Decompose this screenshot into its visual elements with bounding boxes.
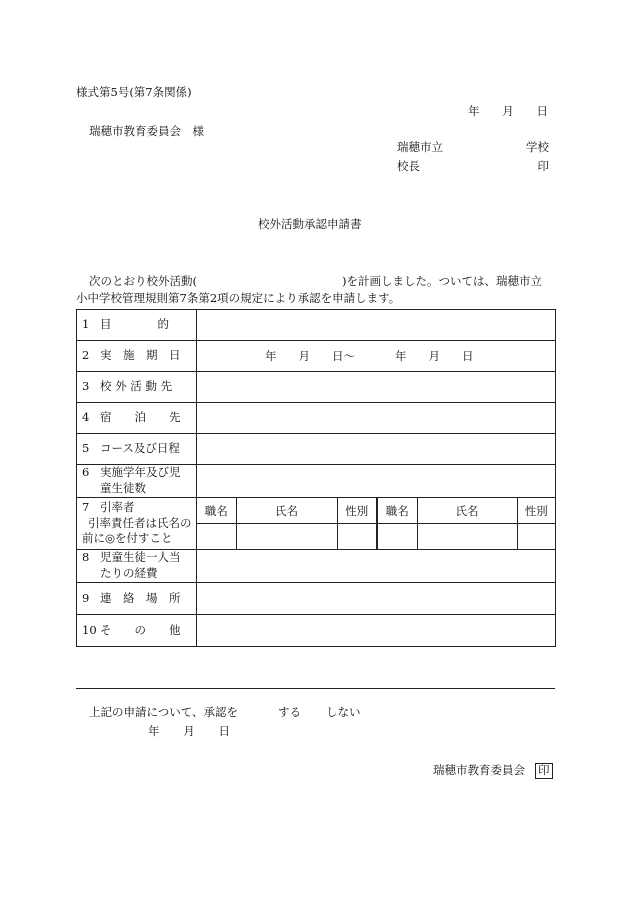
approval-text: 上記の申請について、承認を <box>89 705 239 719</box>
chaperone-cell[interactable] <box>197 524 236 550</box>
cost-field[interactable] <box>197 550 556 583</box>
application-table <box>76 309 556 647</box>
intro-line1-end: )を計画しました。ついては、瑞穂市立 <box>342 274 542 288</box>
issuer-name: 瑞穂市教育委員会 <box>433 763 525 777</box>
col-header: 氏名 <box>417 498 517 524</box>
row-label: 1 目 的 <box>77 310 197 341</box>
issuer-line <box>433 763 553 779</box>
school-line <box>397 142 549 154</box>
approval-date-day: 日 <box>218 724 230 738</box>
col-header: 職名 <box>197 498 236 524</box>
table-row <box>77 615 556 647</box>
intro-line2: 小中学校管理規則第7条第2項の規定により承認を申請します。 <box>76 291 401 305</box>
table-row <box>77 550 556 583</box>
addressee: 瑞穂市教育委員会 様 <box>89 124 204 138</box>
form-number: 様式第5号(第7条関係) <box>76 85 192 99</box>
contact-field[interactable] <box>197 583 556 615</box>
intro-line1-start: 次のとおり校外活動( <box>89 274 197 288</box>
table-row <box>77 465 556 498</box>
chaperone-cell[interactable] <box>337 524 377 550</box>
chaperone-cell[interactable] <box>236 524 337 550</box>
destination-field[interactable] <box>197 372 556 403</box>
approval-option-yes[interactable]: する <box>278 705 301 719</box>
chaperone-cell[interactable] <box>517 524 555 550</box>
other-field[interactable] <box>197 615 556 647</box>
approval-date-year: 年 <box>148 724 160 738</box>
school-prefix: 瑞穂市立 <box>397 140 443 154</box>
table-row <box>77 310 556 341</box>
form-title: 校外活動承認申請書 <box>258 217 362 231</box>
school-suffix: 学校 <box>526 140 549 154</box>
chaperone-table <box>197 498 555 549</box>
purpose-field[interactable] <box>197 310 556 341</box>
date-year: 年 <box>468 104 480 118</box>
row-label: 9 連 絡 場 所 <box>77 583 197 615</box>
col-header: 性別 <box>337 498 377 524</box>
row-label: 7 引率者 引率責任者は氏名の 前に◎を付すこと <box>77 498 197 550</box>
course-field[interactable] <box>197 434 556 465</box>
col-header: 氏名 <box>236 498 337 524</box>
table-row <box>77 341 556 372</box>
row-label: 5 コース及び日程 <box>77 434 197 465</box>
approval-option-no[interactable]: しない <box>326 705 361 719</box>
row-label: 8 児童生徒一人当 たりの経費 <box>77 550 197 583</box>
approval-date <box>148 726 230 738</box>
principal-label: 校長 <box>397 159 420 173</box>
table-row <box>77 372 556 403</box>
row-label: 2 実 施 期 日 <box>77 341 197 372</box>
principal-line <box>397 161 549 173</box>
chaperone-cell[interactable] <box>377 524 417 550</box>
chaperone-cell[interactable] <box>417 524 517 550</box>
table-row <box>77 403 556 434</box>
table-row <box>77 434 556 465</box>
grade-count-field[interactable] <box>197 465 556 498</box>
date-day: 日 <box>536 104 548 118</box>
seal-box: 印 <box>535 763 553 779</box>
table-row <box>77 583 556 615</box>
lodging-field[interactable] <box>197 403 556 434</box>
table-row <box>77 498 556 550</box>
row-label: 6 実施学年及び児 童生徒数 <box>77 465 197 498</box>
row-label: 3 校 外 活 動 先 <box>77 372 197 403</box>
period-field[interactable]: 年 月 日〜 年 月 日 <box>197 341 556 372</box>
header-date <box>468 106 548 118</box>
section-divider <box>76 688 555 689</box>
col-header: 性別 <box>517 498 555 524</box>
col-header: 職名 <box>377 498 417 524</box>
row-label: 4 宿 泊 先 <box>77 403 197 434</box>
row-label: 10 そ の 他 <box>77 615 197 647</box>
principal-seal: 印 <box>537 159 549 173</box>
approval-date-month: 月 <box>183 724 195 738</box>
chaperone-field <box>197 498 556 550</box>
date-month: 月 <box>502 104 514 118</box>
